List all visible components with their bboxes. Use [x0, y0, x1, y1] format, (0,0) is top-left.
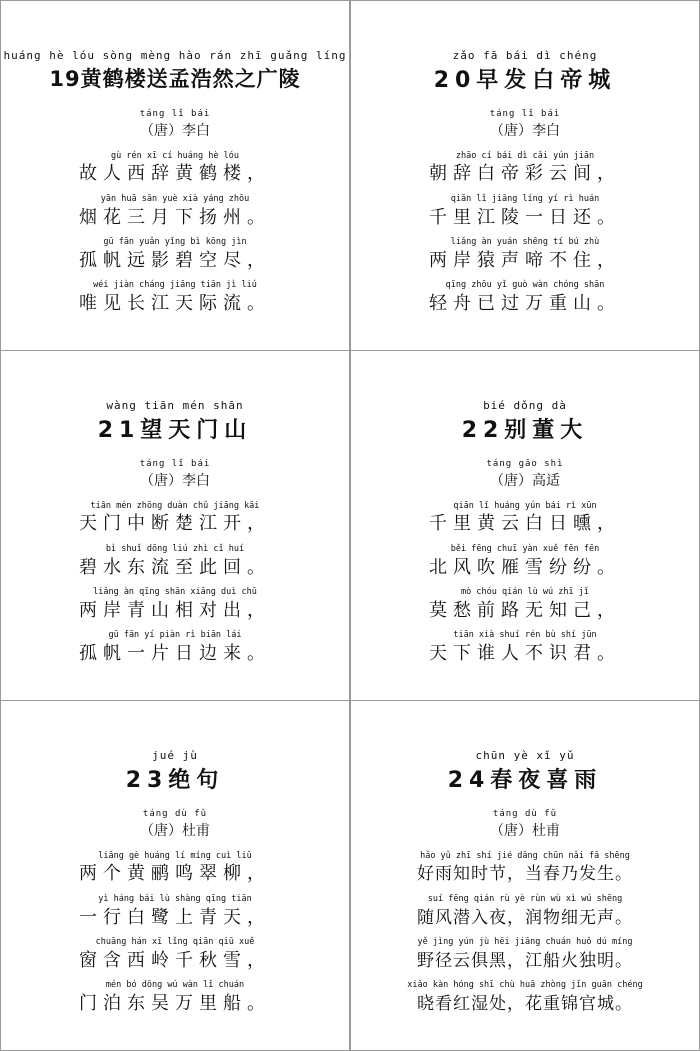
author-pinyin: táng gāo shì: [486, 459, 564, 469]
poem-card-19: [0, 0, 350, 351]
line-pinyin: tiān xià shuí rén bù shí jūn: [453, 630, 597, 640]
title-pinyin: huáng hè lóu sòng mèng hào rán zhī guǎng líng: [3, 49, 347, 62]
line-pinyin: wéi jiàn cháng jiāng tiān jì liú: [93, 280, 257, 290]
title-pinyin: wàng tiān mén shān: [106, 399, 244, 412]
author-pinyin: táng lǐ bái: [139, 459, 211, 469]
poem-card-22: [350, 350, 700, 701]
poem-card-23: [0, 700, 350, 1051]
poem-line: 天下谁人不识君。: [429, 643, 621, 664]
poem-line: 朝辞白帝彩云间，: [429, 163, 621, 184]
poem-line: 故人西辞黄鹤楼，: [79, 163, 271, 184]
line-pinyin: gū fān yí piàn rì biān lái: [108, 630, 242, 640]
poem-title: 20早发白帝城: [433, 68, 617, 93]
poem-author: （唐）李白: [140, 123, 210, 139]
line-pinyin: gū fān yuǎn yǐng bì kōng jìn: [103, 237, 247, 247]
poem-author: （唐）李白: [490, 123, 560, 139]
line-pinyin: yān huā sān yuè xià yáng zhōu: [100, 194, 250, 204]
title-pinyin: chūn yè xǐ yǔ: [475, 749, 575, 762]
poem-author: （唐）杜甫: [140, 823, 210, 839]
line-pinyin: yì háng bái lù shàng qīng tiān: [98, 894, 252, 904]
line-pinyin: qiān lǐ jiāng líng yí rì huán: [450, 194, 600, 204]
line-pinyin: liǎng àn qīng shān xiāng duì chū: [93, 587, 257, 597]
author-pinyin: táng dù fǔ: [142, 809, 208, 819]
title-pinyin: zǎo fā bái dì chéng: [452, 49, 598, 62]
poem-line: 窗含西岭千秋雪，: [79, 950, 271, 971]
poem-line: 好雨知时节，当春乃发生。: [417, 864, 633, 884]
poem-line: 两岸青山相对出，: [79, 600, 271, 621]
poem-card-21: [0, 350, 350, 701]
line-pinyin: tiān mén zhōng duàn chǔ jiāng kāi: [90, 501, 260, 511]
line-pinyin: xiǎo kàn hóng shī chù huā zhòng jǐn guān chéng: [407, 980, 643, 990]
poem-line: 门泊东吴万里船。: [79, 993, 271, 1014]
poem-line: 烟花三月下扬州。: [79, 207, 271, 228]
poem-line: 两岸猿声啼不住，: [429, 250, 621, 271]
line-pinyin: liǎng gè huáng lí míng cuì liǔ: [98, 851, 252, 861]
line-pinyin: mén bó dōng wú wàn lǐ chuán: [105, 980, 245, 990]
author-pinyin: táng lǐ bái: [139, 109, 211, 119]
poem-line: 北风吹雁雪纷纷。: [429, 557, 621, 578]
poem-line: 莫愁前路无知己，: [429, 600, 621, 621]
poem-author: （唐）杜甫: [490, 823, 560, 839]
poem-line: 孤帆一片日边来。: [79, 643, 271, 664]
line-pinyin: chuāng hán xī lǐng qiān qiū xuě: [95, 937, 255, 947]
line-pinyin: bì shuǐ dōng liú zhì cǐ huí: [105, 544, 245, 554]
poem-line: 一行白鹭上青天，: [79, 907, 271, 928]
poem-line: 野径云俱黑，江船火独明。: [417, 951, 633, 971]
line-pinyin: běi fēng chuī yàn xuě fēn fēn: [450, 544, 600, 554]
poem-line: 天门中断楚江开，: [79, 513, 271, 534]
poem-title: 22别董大: [461, 418, 589, 443]
line-pinyin: gù rén xī cí huáng hè lóu: [111, 151, 239, 161]
poem-card-24: [350, 700, 700, 1051]
poem-line: 两个黄鹂鸣翠柳，: [79, 863, 271, 884]
poem-title: 19黄鹤楼送孟浩然之广陵: [49, 67, 301, 91]
author-pinyin: táng lǐ bái: [489, 109, 561, 119]
poem-line: 随风潜入夜，润物细无声。: [417, 908, 633, 928]
poem-card-20: [350, 0, 700, 351]
author-pinyin: táng dù fǔ: [492, 809, 558, 819]
poem-author: （唐）李白: [140, 473, 210, 489]
title-pinyin: bié dǒng dà: [483, 399, 567, 412]
poem-title: 23绝句: [125, 768, 225, 793]
line-pinyin: suí fēng qián rù yè rùn wù xì wú shēng: [427, 894, 623, 904]
poem-line: 唯见长江天际流。: [79, 293, 271, 314]
poem-line: 碧水东流至此回。: [79, 557, 271, 578]
poem-title: 21望天门山: [97, 418, 253, 443]
line-pinyin: mò chóu qián lù wú zhī jǐ: [461, 587, 589, 597]
line-pinyin: hǎo yǔ zhī shí jié dāng chūn nǎi fā shēng: [420, 851, 630, 861]
line-pinyin: yě jìng yún jù hēi jiāng chuán huǒ dú míng: [417, 937, 633, 947]
title-pinyin: jué jù: [152, 749, 198, 762]
poem-line: 孤帆远影碧空尽，: [79, 250, 271, 271]
line-pinyin: qīng zhōu yǐ guò wàn chóng shān: [445, 280, 605, 290]
poem-line: 晓看红湿处，花重锦官城。: [417, 994, 633, 1014]
poem-title: 24春夜喜雨: [447, 768, 603, 793]
poem-line: 轻舟已过万重山。: [429, 293, 621, 314]
poem-line: 千里黄云白日曛，: [429, 513, 621, 534]
line-pinyin: qiān lǐ huáng yún bái rì xūn: [453, 501, 597, 511]
poem-author: （唐）高适: [490, 473, 560, 489]
poem-line: 千里江陵一日还。: [429, 207, 621, 228]
line-pinyin: liǎng àn yuán shēng tí bú zhù: [450, 237, 600, 247]
line-pinyin: zhāo cí bái dì cǎi yún jiān: [455, 151, 595, 161]
